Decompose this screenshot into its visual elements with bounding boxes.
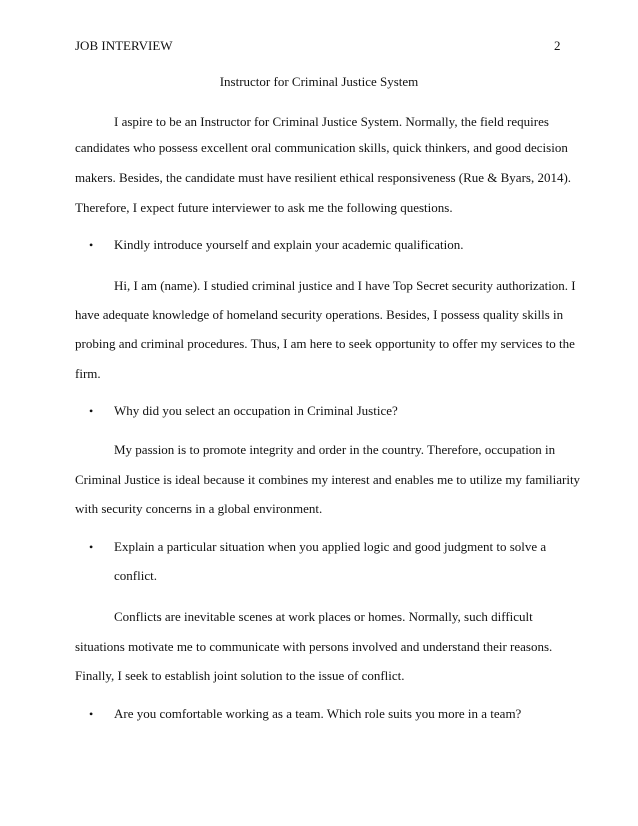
answer-3-line: Conflicts are inevitable scenes at work places or homes. Normally, such difficult <box>114 609 533 624</box>
running-head: JOB INTERVIEW <box>75 38 173 53</box>
intro-line: candidates who possess excellent oral communication skills, quick thinkers, and good decision <box>75 140 568 155</box>
intro-line: makers. Besides, the candidate must have resilient ethical responsiveness (Rue & Byars, 2014). <box>75 170 572 185</box>
answer-3-line: situations motivate me to communicate with persons involved and understand their reasons. <box>75 639 553 654</box>
bullet-icon: • <box>89 707 94 721</box>
answer-1-line: probing and criminal procedures. Thus, I am here to seek opportunity to offer my services to the <box>75 336 575 351</box>
question-2: Why did you select an occupation in Criminal Justice? <box>114 403 398 418</box>
page-number: 2 <box>554 38 561 53</box>
question-3-line: Explain a particular situation when you applied logic and good judgment to solve a <box>114 539 547 554</box>
question-1: Kindly introduce yourself and explain your academic qualification. <box>114 237 464 252</box>
question-3-line: conflict. <box>114 568 157 583</box>
question-4: Are you comfortable working as a team. Which role suits you more in a team? <box>114 706 522 721</box>
bullet-icon: • <box>89 404 94 418</box>
intro-line: I aspire to be an Instructor for Criminal Justice System. Normally, the field requires <box>114 114 549 129</box>
answer-1-line: have adequate knowledge of homeland security operations. Besides, I possess quality skills in <box>75 307 564 322</box>
answer-2-line: Criminal Justice is ideal because it combines my interest and enables me to utilize my familiarity <box>75 472 581 487</box>
answer-3-line: Finally, I seek to establish joint solution to the issue of conflict. <box>75 668 405 683</box>
bullet-icon: • <box>89 540 94 554</box>
answer-2-line: My passion is to promote integrity and order in the country. Therefore, occupation in <box>114 442 556 457</box>
answer-2-line: with security concerns in a global environment. <box>75 501 323 516</box>
answer-1-line: firm. <box>75 366 101 381</box>
document-title: Instructor for Criminal Justice System <box>219 74 419 89</box>
intro-line: Therefore, I expect future interviewer to ask me the following questions. <box>75 200 453 215</box>
bullet-icon: • <box>89 238 94 252</box>
answer-1-line: Hi, I am (name). I studied criminal justice and I have Top Secret security authorization. I <box>114 278 576 293</box>
